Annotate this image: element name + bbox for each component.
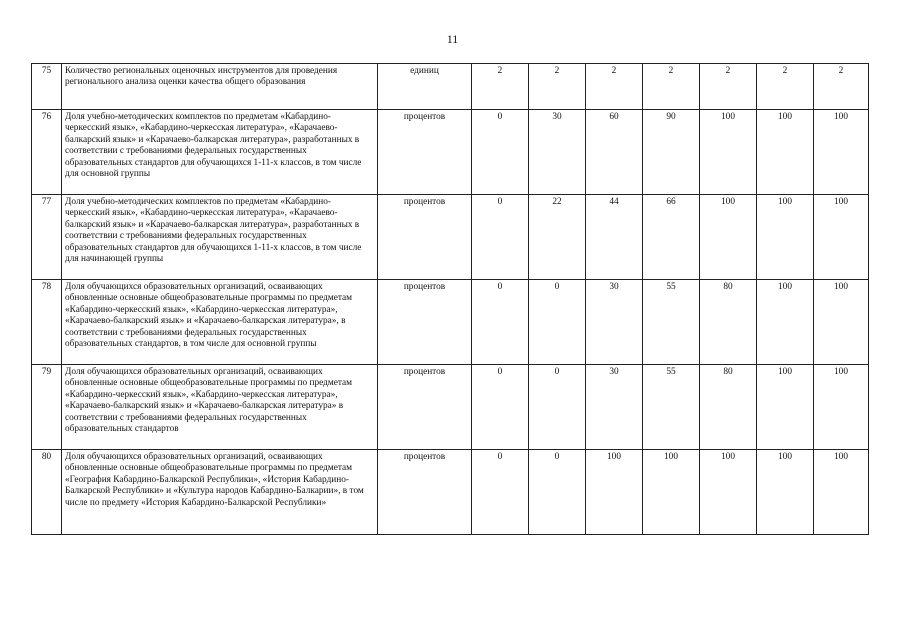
- table-row: [32, 195, 869, 280]
- value-cell: 100: [814, 450, 869, 535]
- value-cell: 66: [643, 195, 700, 280]
- value-cell: 2: [643, 64, 700, 110]
- value-cell: 100: [757, 195, 814, 280]
- value-cell: 44: [586, 195, 643, 280]
- value-cell: 55: [643, 365, 700, 450]
- value-cell: 100: [643, 450, 700, 535]
- value-cell: 80: [700, 280, 757, 365]
- table-row: [32, 110, 869, 195]
- unit-cell: процентов: [378, 450, 472, 535]
- row-number: 78: [32, 280, 62, 365]
- indicator-description: Доля учебно-методических комплектов по предметам «Кабардино-черкесский язык», «Кабардино-черкесская литература», «Карачаево-балкарский язык» и «Карачаево-балкарская литература», разработанных в соответствии с требованиями федеральных государственных образовательных стандартов для обучающихся 1-11-х классов, в том числе для начинающей группы: [62, 195, 378, 280]
- value-cell: 30: [529, 110, 586, 195]
- indicator-description: Доля учебно-методических комплектов по предметам «Кабардино-черкесский язык», «Кабардино-черкесская литература», «Карачаево-балкарский язык» и «Карачаево-балкарская литература», разработанных в соответствии с требованиями федеральных государственных образовательных стандартов для обучающихся 1-11-х классов, в том числе для основной группы: [62, 110, 378, 195]
- row-number: 76: [32, 110, 62, 195]
- table-row: [32, 365, 869, 450]
- value-cell: 0: [472, 280, 529, 365]
- value-cell: 0: [529, 450, 586, 535]
- unit-cell: процентов: [378, 365, 472, 450]
- value-cell: 100: [814, 280, 869, 365]
- unit-cell: процентов: [378, 280, 472, 365]
- row-number: 80: [32, 450, 62, 535]
- value-cell: 0: [472, 110, 529, 195]
- row-number: 79: [32, 365, 62, 450]
- value-cell: 100: [757, 365, 814, 450]
- value-cell: 100: [814, 195, 869, 280]
- value-cell: 2: [586, 64, 643, 110]
- value-cell: 2: [472, 64, 529, 110]
- value-cell: 100: [700, 110, 757, 195]
- indicator-description: Доля обучающихся образовательных организаций, осваивающих обновленные основные общеобразовательные программы по предметам «Кабардино-черкесский язык», «Кабардино-черкесская литература», «Карачаево-балкарский язык» и «Карачаево-балкарская литература», в соответствии с требованиями федеральных государственных образовательных стандартов, в том числе для основной группы: [62, 280, 378, 365]
- row-number: 75: [32, 64, 62, 110]
- indicators-table: [31, 63, 869, 535]
- page-number: 11: [446, 32, 459, 46]
- unit-cell: процентов: [378, 110, 472, 195]
- value-cell: 80: [700, 365, 757, 450]
- value-cell: 100: [700, 195, 757, 280]
- unit-cell: единиц: [378, 64, 472, 110]
- value-cell: 0: [529, 365, 586, 450]
- value-cell: 90: [643, 110, 700, 195]
- indicator-description: Доля обучающихся образовательных организаций, осваивающих обновленные основные общеобразовательные программы по предметам «Кабардино-черкесский язык», «Кабардино-черкесская литература», «Карачаево-балкарский язык» и «Карачаево-балкарская литература» в соответствии с требованиями федеральных государственных образовательных стандартов: [62, 365, 378, 450]
- value-cell: 0: [472, 450, 529, 535]
- value-cell: 100: [814, 110, 869, 195]
- value-cell: 100: [814, 365, 869, 450]
- value-cell: 100: [700, 450, 757, 535]
- value-cell: 55: [643, 280, 700, 365]
- value-cell: 2: [529, 64, 586, 110]
- indicator-description: Количество региональных оценочных инструментов для проведения регионального анализа оценки качества общего образования: [62, 64, 378, 110]
- unit-cell: процентов: [378, 195, 472, 280]
- value-cell: 60: [586, 110, 643, 195]
- value-cell: 100: [757, 450, 814, 535]
- indicator-description: Доля обучающихся образовательных организаций, осваивающих обновленные основные общеобразовательные программы по предметам «География Кабардино-Балкарской Республики», «История Кабардино-Балкарской Республики» и «Культура народов Кабардино-Балкарии», в том числе по предмету «История Кабардино-Балкарской Республики»: [62, 450, 378, 535]
- value-cell: 100: [757, 280, 814, 365]
- table-row: [32, 64, 869, 110]
- value-cell: 0: [529, 280, 586, 365]
- value-cell: 30: [586, 280, 643, 365]
- value-cell: 2: [700, 64, 757, 110]
- value-cell: 22: [529, 195, 586, 280]
- value-cell: 30: [586, 365, 643, 450]
- value-cell: 0: [472, 195, 529, 280]
- table-row: [32, 280, 869, 365]
- value-cell: 100: [757, 110, 814, 195]
- row-number: 77: [32, 195, 62, 280]
- table-row: [32, 450, 869, 535]
- value-cell: 2: [814, 64, 869, 110]
- value-cell: 0: [472, 365, 529, 450]
- value-cell: 100: [586, 450, 643, 535]
- value-cell: 2: [757, 64, 814, 110]
